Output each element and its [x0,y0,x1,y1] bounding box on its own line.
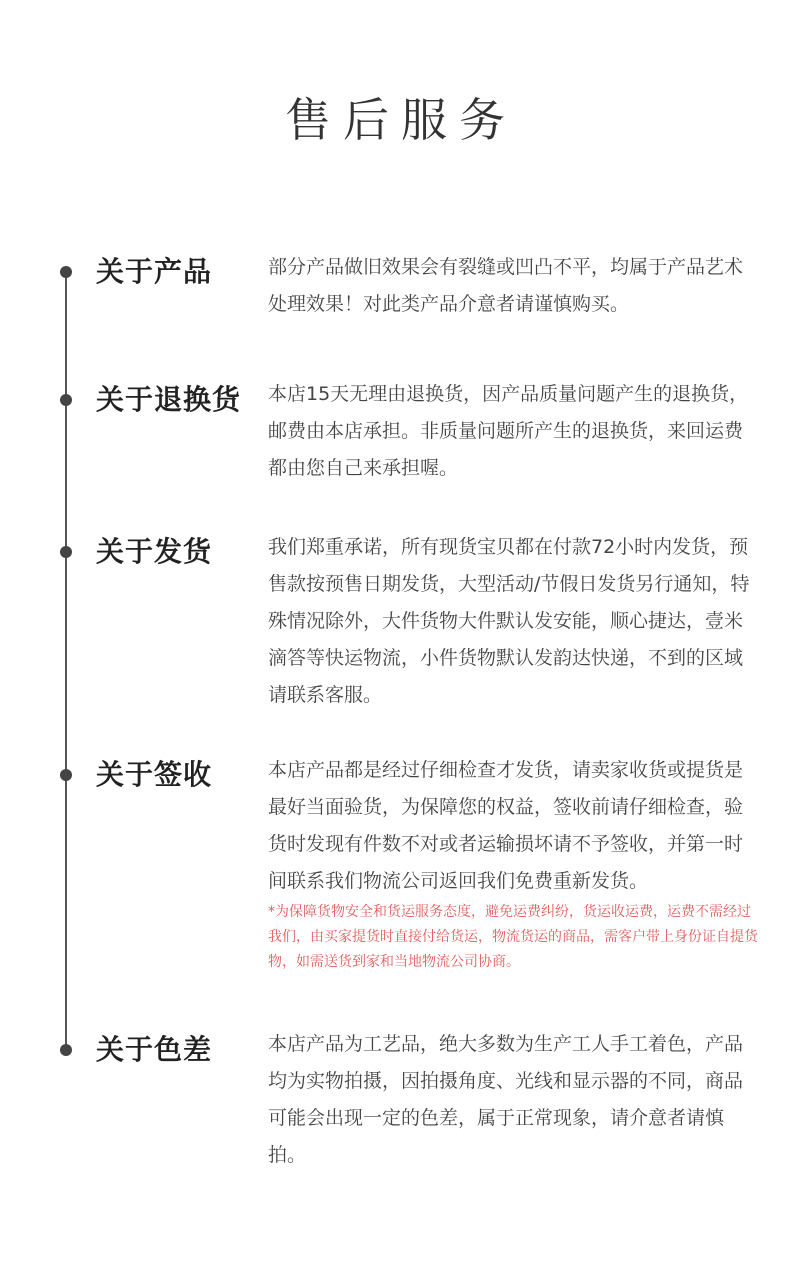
section-body: 本店产品为工艺品，绝大多数为生产工人手工着色，产品均为实物拍摄，因拍摄角度、光线和显示器的不同，商品可能会出现一定的色差，属于正常现象，请介意者请慎拍。 [268,1033,744,1166]
timeline-dot [60,394,72,406]
timeline-dot [60,1044,72,1056]
section-body: 本店15天无理由退换货，因产品质量问题产生的退换货，邮费由本店承担。非质量问题所产生的退换货，来回运费都由您自己来承担喔。 [268,383,749,479]
timeline-dot [60,266,72,278]
timeline-dot [60,769,72,781]
section-heading: 关于色差 [96,1033,213,1066]
section-heading: 关于退换货 [96,383,242,416]
section-heading: 关于产品 [96,255,213,288]
section-body: 本店产品都是经过仔细检查才发货，请卖家收货或提货是最好当面验货，为保障您的权益，签收前请仔细检查，验货时发现有件数不对或者运输损坏请不予签收，并第一时间联系我们物流公司返回我们免费重新发货。 [268,759,744,892]
section-body: 部分产品做旧效果会有裂缝或凹凸不平，均属于产品艺术处理效果！对此类产品介意者请谨慎购买。 [268,256,744,315]
timeline-dot [60,546,72,558]
shipping-fee-note: *为保障货物安全和货运服务态度，避免运费纠纷，货运收运费，运费不需经过我们，由买家提货时直接付给货运，物流货运的商品，需客户带上身份证自提货物，如需送货到家和当地物流公司协商。 [268,904,758,970]
section-heading: 关于签收 [96,758,213,791]
timeline-line [65,272,67,1050]
page-title: 售后服务 [285,93,517,147]
section-body: 我们郑重承诺，所有现货宝贝都在付款72小时内发货，预售款按预售日期发货，大型活动/节假日发货另行通知，特殊情况除外，大件货物大件默认发安能，顺心捷达，壹米滴答等快运物流，小件货物默认发韵达快递，不到的区域请联系客服。 [268,536,750,706]
section-heading: 关于发货 [96,535,213,568]
